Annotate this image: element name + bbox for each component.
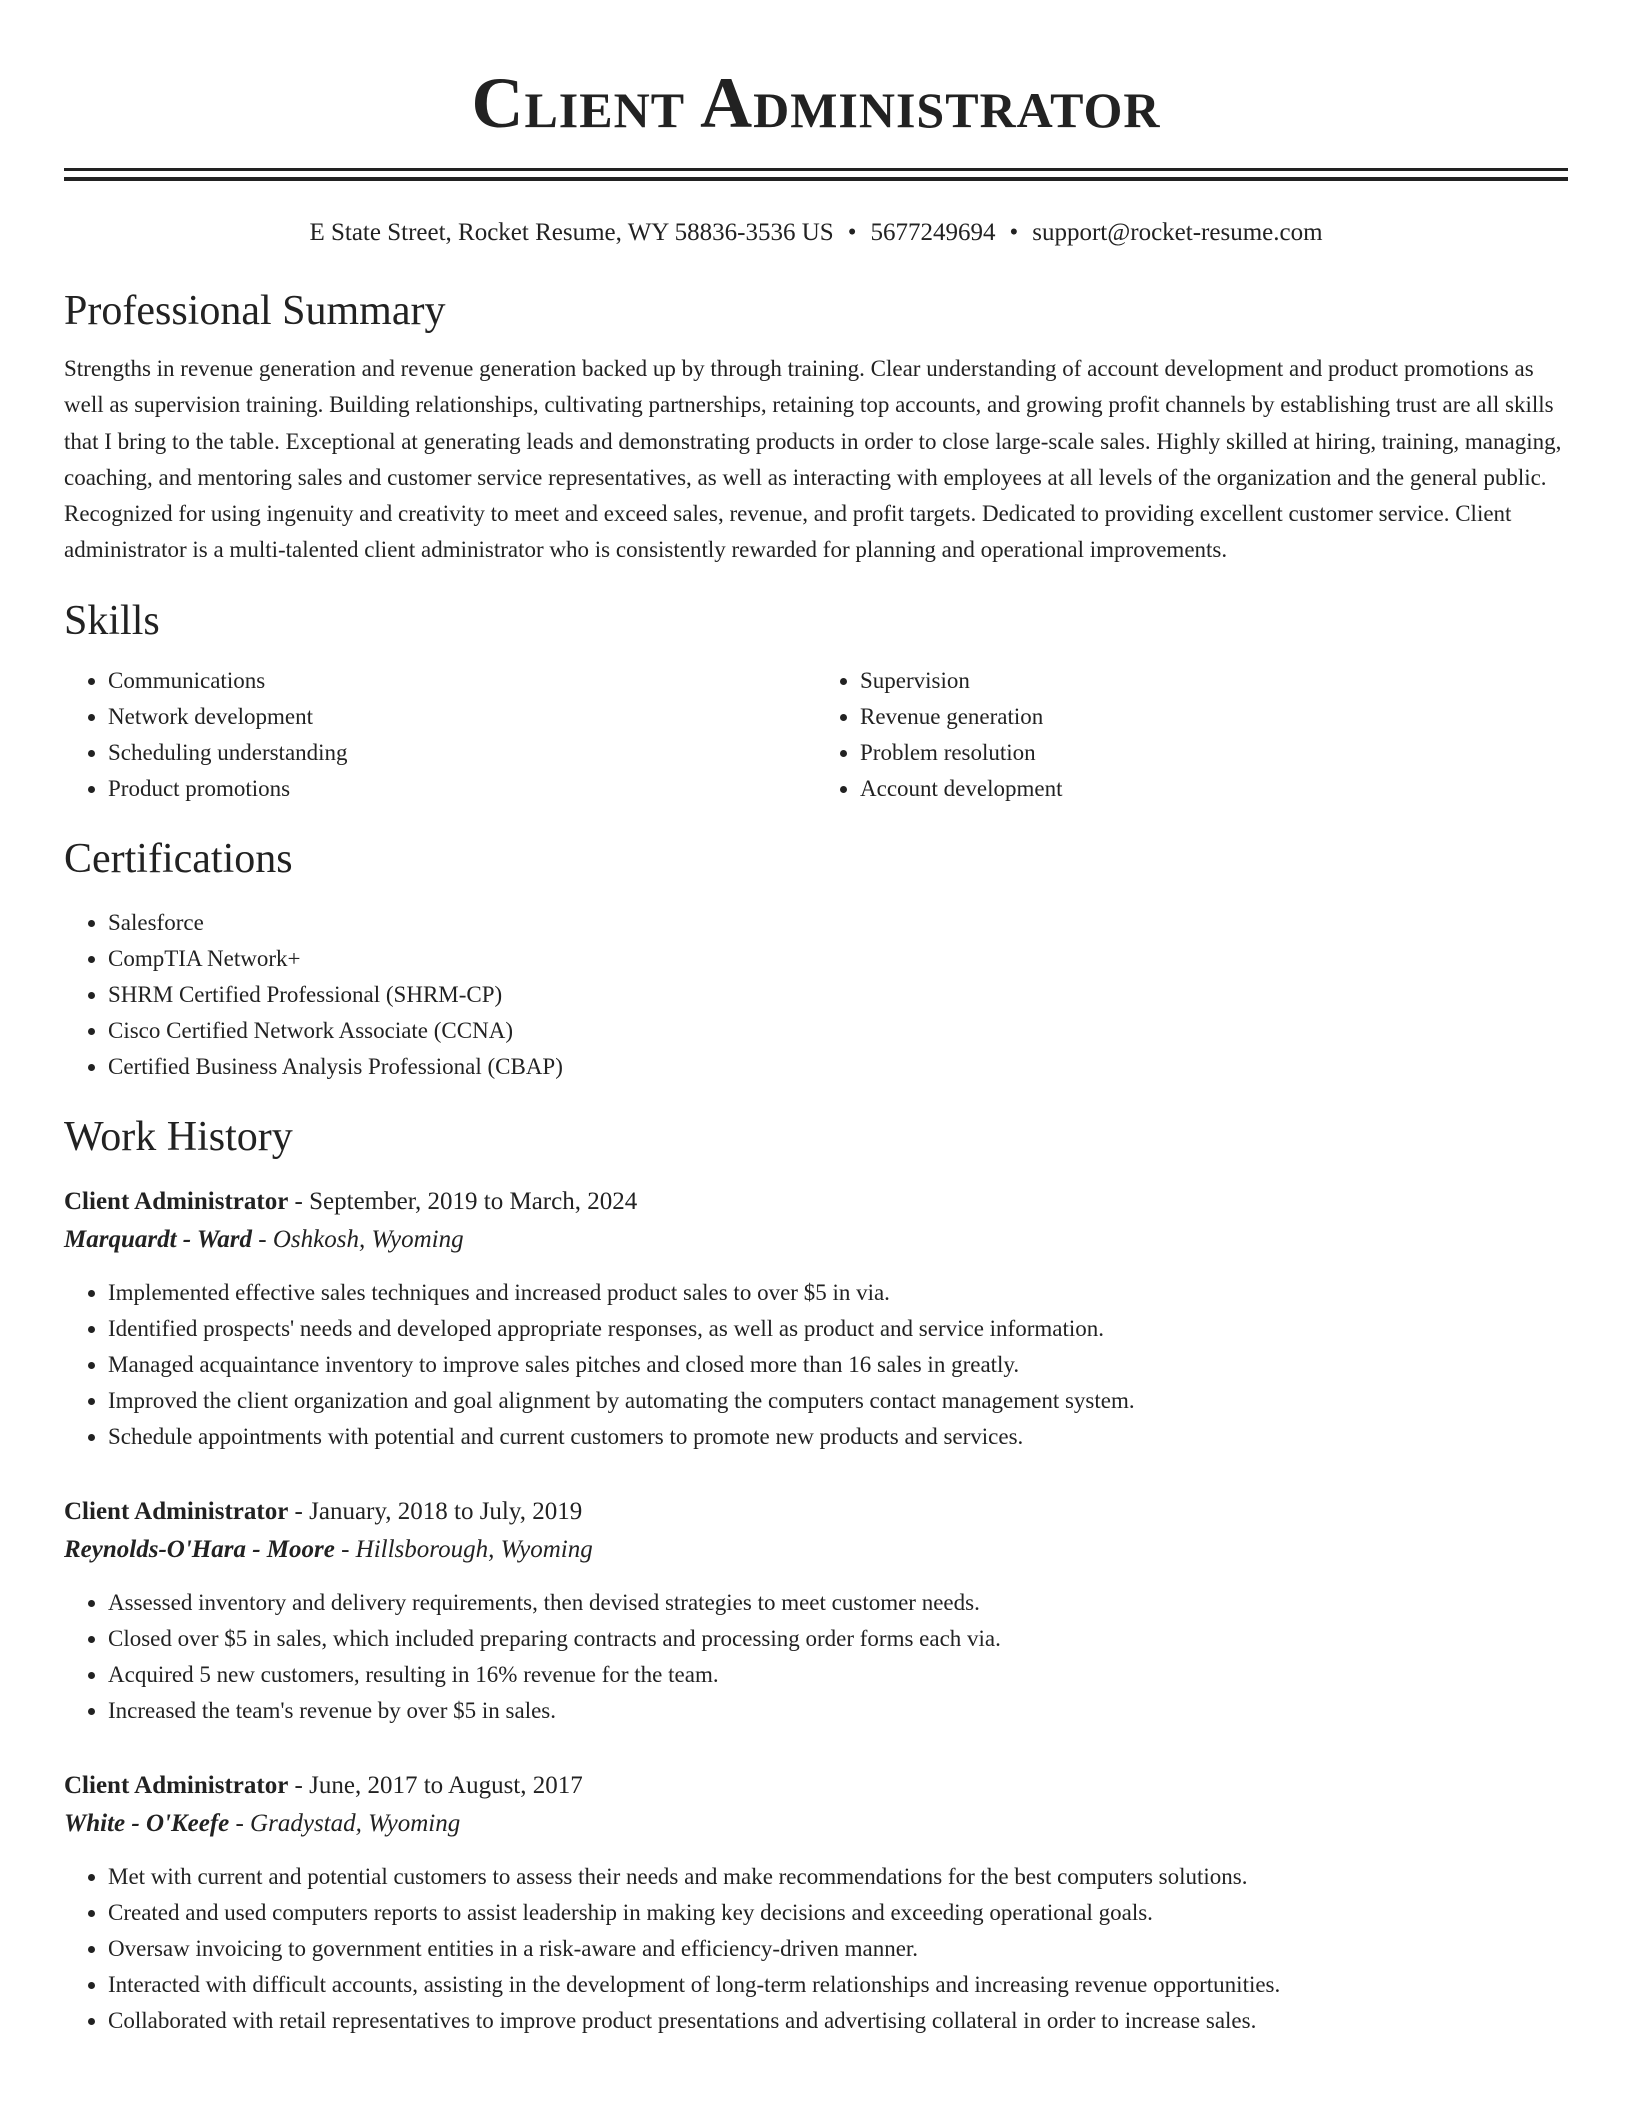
job-bullet: • Managed acquaintance inventory to improve sales pitches and closed more than 16 sales in greatly. — [108, 1347, 1568, 1383]
contact-line — [64, 217, 1568, 249]
skill-item: • Communications — [108, 663, 816, 699]
skills-list-left — [64, 663, 816, 807]
resume-page — [64, 0, 1568, 2039]
job-dates: - January, 2018 to July, 2019 — [288, 1497, 583, 1525]
job-bullets — [64, 1585, 1568, 1729]
job-role: Client Administrator — [64, 1497, 289, 1525]
header-rule-top — [64, 168, 1568, 171]
skill-item: • Scheduling understanding — [108, 735, 816, 771]
job-title-line — [64, 1767, 1568, 1805]
certification-item: • CompTIA Network+ — [108, 941, 1568, 977]
job-location: - Oshkosh, Wyoming — [252, 1225, 464, 1253]
job-dates: - June, 2017 to August, 2017 — [288, 1771, 583, 1799]
job-bullet: • Improved the client organization and goal alignment by automating the computers contact management system. — [108, 1383, 1568, 1419]
job-bullets — [64, 1275, 1568, 1455]
summary-heading: Professional Summary — [64, 288, 446, 334]
certification-item: • Cisco Certified Network Associate (CCNA) — [108, 1013, 1568, 1049]
job-title-line — [64, 1493, 1568, 1531]
job-entry — [64, 1493, 1568, 1729]
job-location: - Gradystad, Wyoming — [229, 1809, 461, 1837]
job-bullet: • Acquired 5 new customers, resulting in 16% revenue for the team. — [108, 1657, 1568, 1693]
skills-heading: Skills — [64, 597, 160, 644]
contact-address: E State Street, Rocket Resume, WY 58836-3536 US — [309, 219, 834, 246]
job-bullet: • Collaborated with retail representatives to improve product presentations and advertising collateral in order to increase sales. — [108, 2003, 1568, 2039]
job-company-line — [64, 1221, 1568, 1259]
job-bullet: • Closed over $5 in sales, which included preparing contracts and processing order forms each via. — [108, 1621, 1568, 1657]
job-bullet: • Interacted with difficult accounts, assisting in the development of long-term relationships and increasing revenue opportunities. — [108, 1967, 1568, 2003]
skills-list-right — [816, 663, 1568, 807]
contact-separator: • — [847, 219, 857, 246]
job-bullet: • Implemented effective sales techniques and increased product sales to over $5 in via. — [108, 1275, 1568, 1311]
job-dates: - September, 2019 to March, 2024 — [288, 1187, 638, 1215]
job-bullet: • Schedule appointments with potential and current customers to promote new products and services. — [108, 1419, 1568, 1455]
job-bullets — [64, 1859, 1568, 2039]
job-entry — [64, 1767, 1568, 2039]
job-bullet: • Identified prospects' needs and developed appropriate responses, as well as product and service information. — [108, 1311, 1568, 1347]
skills-grid — [64, 663, 1568, 807]
certification-item: • Certified Business Analysis Professional (CBAP) — [108, 1049, 1568, 1085]
certification-item: • Salesforce — [108, 905, 1568, 941]
skill-item: • Supervision — [860, 663, 1568, 699]
job-company: Marquardt - Ward — [64, 1225, 253, 1253]
job-bullet: • Increased the team's revenue by over $5 in sales. — [108, 1693, 1568, 1729]
contact-separator: • — [1009, 219, 1019, 246]
job-location: - Hillsborough, Wyoming — [334, 1535, 593, 1563]
job-company: Reynolds-O'Hara - Moore — [64, 1535, 335, 1563]
job-bullet: • Assessed inventory and delivery requirements, then devised strategies to meet customer needs. — [108, 1585, 1568, 1621]
summary-text: Strengths in revenue generation and revenue generation backed up by through training. Clear understanding of account development and product promotions as well as supervision training. Building relationships, cultivating partnerships, retaining top accounts, and growing profit channels by establishing trust are all skills that I bring to the table. Exceptional at generating leads and demonstrating products in order to close large-scale sales. Highly skilled at hiring, training, managing, coaching, and mentoring sales and customer service representatives, as well as interacting with employees at all levels of the organization and the general public. Recognized for using ingenuity and creativity to meet and exceed sales, revenue, and profit targets. Dedicated to providing excellent customer service. Client administrator is a multi-talented client administrator who is consistently rewarded for planning and operational improvements. — [64, 356, 1562, 563]
skill-item: • Problem resolution — [860, 735, 1568, 771]
skill-item: • Product promotions — [108, 771, 816, 807]
certifications-heading: Certifications — [64, 835, 293, 882]
contact-email: support@rocket-resume.com — [1032, 219, 1323, 246]
job-company: White - O'Keefe — [64, 1809, 230, 1837]
job-company-line — [64, 1531, 1568, 1569]
job-entry — [64, 1183, 1568, 1455]
contact-phone: 5677249694 — [870, 219, 996, 246]
skill-item: • Network development — [108, 699, 816, 735]
job-bullet: • Met with current and potential customers to assess their needs and make recommendations for the best computers solutions. — [108, 1859, 1568, 1895]
skill-item: • Account development — [860, 771, 1568, 807]
job-role: Client Administrator — [64, 1771, 289, 1799]
job-company-line — [64, 1805, 1568, 1843]
resume-name: Client Administrator — [471, 63, 1161, 143]
job-bullet: • Oversaw invoicing to government entities in a risk-aware and efficiency-driven manner. — [108, 1931, 1568, 1967]
certifications-list — [64, 905, 1568, 1085]
skill-item: • Revenue generation — [860, 699, 1568, 735]
job-role: Client Administrator — [64, 1187, 289, 1215]
job-title-line — [64, 1183, 1568, 1221]
header-rule-bottom — [64, 177, 1568, 181]
job-bullet: • Created and used computers reports to assist leadership in making key decisions and exceeding operational goals. — [108, 1895, 1568, 1931]
certification-item: • SHRM Certified Professional (SHRM-CP) — [108, 977, 1568, 1013]
work-history-heading: Work History — [64, 1113, 293, 1160]
